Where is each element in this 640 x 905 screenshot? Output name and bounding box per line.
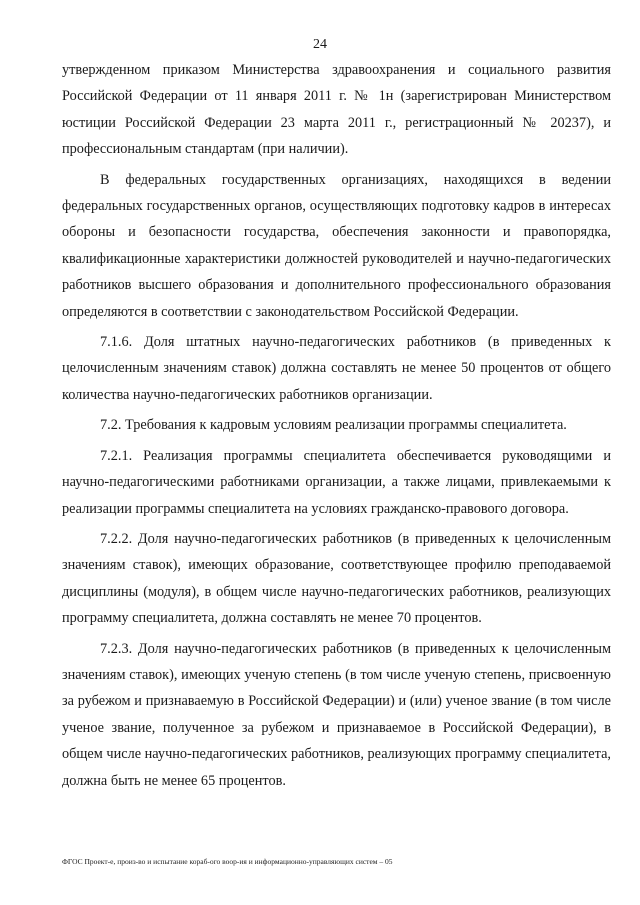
paragraph-continued: утвержденном приказом Министерства здравоохранения и социального развития Российской Федерации от 11 января 2011 г. № 1н (зарегистрирован Министерством юстиции Российской Федерации 23 марта 2011 г., регистрационный № 20237), и профессиональным стандартам (при наличии). (62, 62, 611, 158)
page-footer: ФГОС Проект-е, произ-во и испытание кораб-ого воор-ия и информационно-управляющих систем – 05 (62, 857, 393, 866)
paragraph-7-2-1: 7.2.1. Реализация программы специалитета обеспечивается руководящими и научно-педагогическими работниками организации, а также лицами, привлекаемыми к реализации программы специалитета на условиях гражданско-правового договора. (62, 447, 611, 517)
paragraph-7-2: 7.2. Требования к кадровым условиям реализации программы специалитета. (100, 417, 567, 434)
paragraph-federal-organizations: В федеральных государственных организациях, находящихся в ведении федеральных государственных органов, осуществляющих подготовку кадров в интересах обороны и безопасности государства, обеспечения законности и правопорядка, квалификационные характеристики должностей руководителей и научно-педагогических работников высшего образования и дополнительного профессионального образования определяются в соответствии с законодательством Российской Федерации. (62, 171, 611, 320)
document-body (62, 57, 611, 794)
page-number: 24 (313, 37, 327, 52)
paragraph-7-2-3: 7.2.3. Доля научно-педагогических работников (в приведенных к целочисленным значениям ставок), имеющих ученую степень (в том числе ученую степень, присвоенную за рубежом и признаваемую в Российской Федерации) и (или) ученое звание (в том числе ученое звание, полученное за рубежом и признаваемое в Российской Федерации), в общем числе научно-педагогических работников, реализующих программу специалитета, должна быть не менее 65 процентов. (62, 640, 611, 789)
paragraph-7-1-6: 7.1.6. Доля штатных научно-педагогических работников (в приведенных к целочисленным значениям ставок) должна составлять не менее 50 процентов от общего количества научно-педагогических работников организации. (62, 334, 611, 403)
paragraph-7-2-2: 7.2.2. Доля научно-педагогических работников (в приведенных к целочисленным значениям ставок), имеющих образование, соответствующее профилю преподаваемой дисциплины (модуля), в общем числе научно-педагогических работников, реализующих программу специалитета, должна составлять не менее 70 процентов. (62, 530, 611, 627)
